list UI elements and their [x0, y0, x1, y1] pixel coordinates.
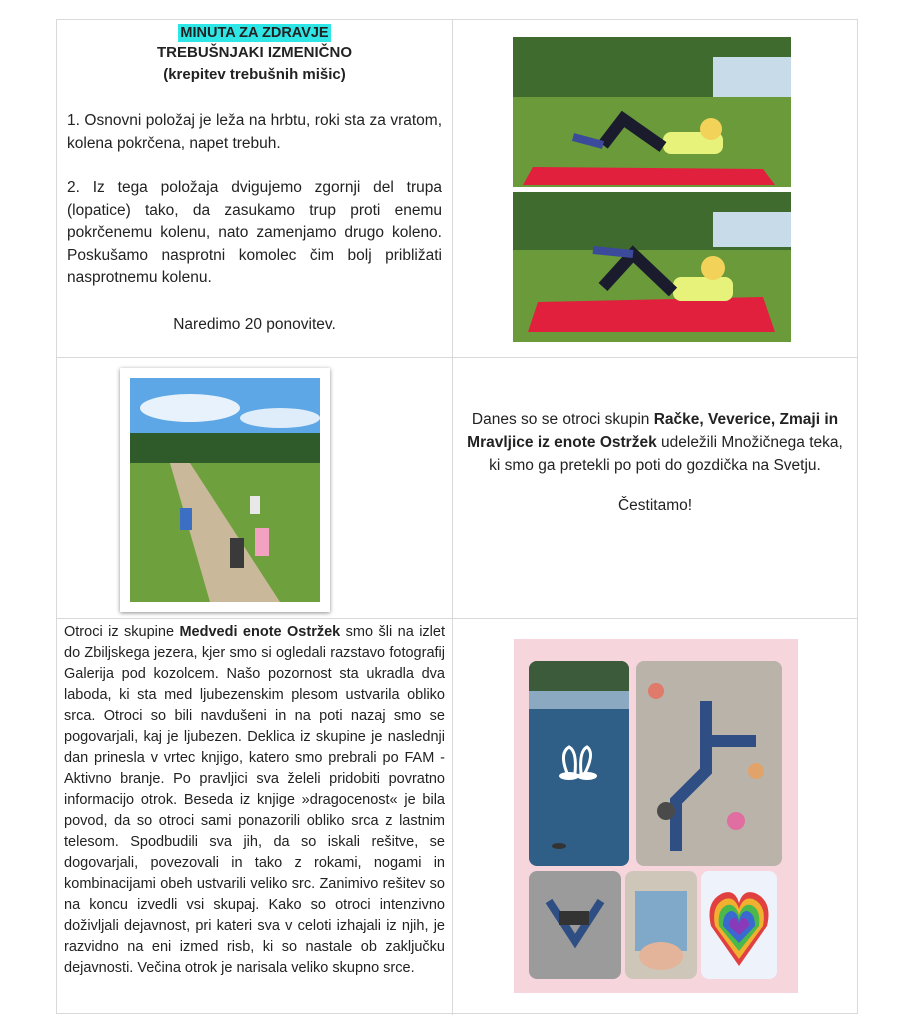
hearts-story-text: Otroci iz skupine Medvedi enote Ostržek smo šli na izlet do Zbiljskega jezera, kjer smo si ogledali razstavo fotografij Galerija pod kozolcem. Našo pozornost sta ukradla dva laboda, ki sta med ljubezenskim plesom ustvarila obliko srca. Otroci so bili navdušeni in na poti nazaj smo se pogovarjali, kaj je ljubezen. Deklica iz skupine je naslednji dan prinesla v vrtec knjigo, katero smo prebrali po FAM - Aktivno branje. Po pravljici sva želeli pridobiti povratno informacijo otrok. Beseda iz knjige »dragocenost« je bila povod, da so otroci sami ponazorili obliko srca z lastnim telesom. Spodbudili sva jih, da so iskali rešitve, se dogovarjali, povezovali in tako z rokami, nogami in kombinacijami obeh ustvarili veliko src. Zanimivo rešitev so na koncu izvedli vsi skupaj. Kako so otroci intenzivno doživljali dejavnost, pri kateri sva v celoti izhajali iz njih, je razvidno na eni izmed risb, ki so nastale ob zaključku dejavnosti. Večina otrok je narisala veliko skupno srce.	[64, 624, 445, 976]
children-track-photo	[636, 661, 782, 866]
hearts-collage-cell	[453, 619, 857, 1015]
swans-photo	[529, 661, 629, 866]
hearts-collage	[514, 639, 798, 993]
exercise-heading: TREBUŠNJAKI IZMENIČNO	[156, 44, 352, 61]
table-row	[57, 358, 857, 619]
document-table	[56, 19, 858, 1014]
children-heart-shape-photo	[529, 871, 621, 979]
child-lying-photo	[625, 871, 697, 979]
exercise-photo-2	[513, 192, 791, 342]
run-photo-frame	[120, 368, 330, 612]
run-photo	[130, 378, 320, 602]
hearts-text-cell	[57, 619, 453, 1015]
congrats-text: Čestitamo!	[617, 497, 693, 514]
run-text: Danes so se otroci skupin Račke, Veverice, Zmaji in Mravljice iz enote Ostržek udeležili Množičnega teka, ki smo ga pretekli po poti do gozdička na Svetju.	[467, 411, 843, 474]
run-photo-cell	[57, 358, 453, 618]
table-row	[57, 20, 857, 358]
exercise-photo-1	[513, 37, 791, 187]
table-row	[57, 619, 857, 1015]
repetitions-text: Naredimo 20 ponovitev.	[173, 315, 336, 333]
rainbow-heart-drawing	[701, 871, 777, 979]
exercise-text-cell	[57, 20, 453, 357]
exercise-step-2: 2. Iz tega položaja dvigujemo zgornji del trupa (lopatice) tako, da zasukamo trup proti enemu pokrčenemu kolenu, nato zamenjamo drugo koleno. Poskušamo nasprotni komolec čim bolj približati nasprotnemu kolenu.	[67, 179, 442, 286]
run-text-cell	[453, 358, 857, 618]
section-title: MINUTA ZA ZDRAVJE	[180, 25, 329, 41]
exercise-subheading: (krepitev trebušnih mišic)	[163, 66, 346, 83]
exercise-step-1: 1. Osnovni položaj je leža na hrbtu, roki sta za vratom, kolena pokrčena, napet trebuh.	[67, 112, 442, 152]
exercise-photos-cell	[453, 20, 857, 357]
